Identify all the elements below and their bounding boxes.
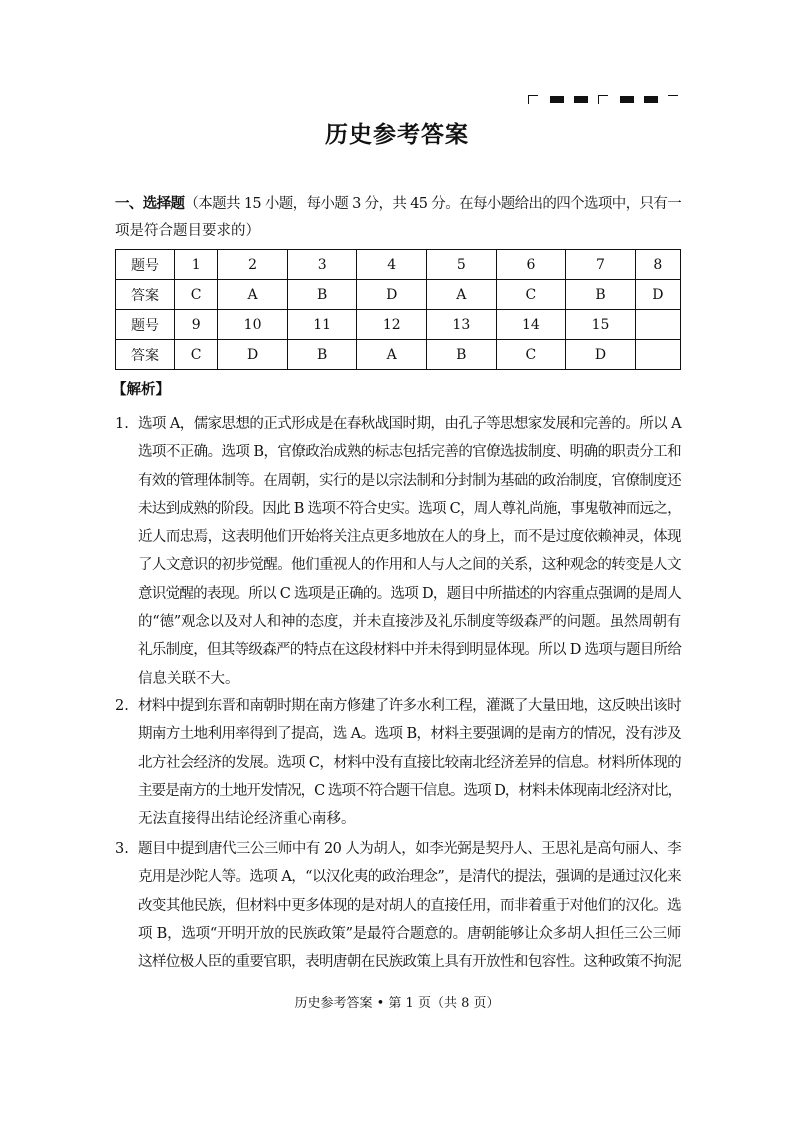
page-title: 历史参考答案 (325, 121, 469, 148)
text-line: 信息关联不大。 (138, 670, 240, 687)
table-cell: B (287, 340, 357, 370)
table-cell: A (427, 280, 497, 310)
page-footer: 历史参考答案 • 第 1 页（共 8 页） (294, 996, 500, 1011)
table-cell: 9 (175, 310, 218, 340)
text-line: 意识觉醒的表现。所以 C 选项是正确的。选项 D，题目中所描述的内容重点强调的是周人 (138, 585, 681, 602)
text-line: 选项不正确。选项 B，官僚政治成熟的标志包括完善的官僚选拔制度、明确的职责分工和 (138, 444, 681, 461)
analysis-item-2 (115, 692, 681, 833)
table-cell: 15 (566, 310, 636, 340)
table-cell: C (175, 280, 218, 310)
table-cell: 12 (357, 310, 427, 340)
text-line: 礼乐制度，但其等级森严的特点在这段材料中并未得到明显体现。所以 D 选项与题目所给 (138, 642, 682, 659)
item-number: 2. (115, 698, 129, 714)
table-cell: D (566, 340, 636, 370)
table-cell (635, 310, 680, 340)
table-cell: D (635, 280, 680, 310)
table-cell: D (357, 280, 427, 310)
table-cell: 5 (427, 250, 497, 280)
table-cell: B (427, 340, 497, 370)
table-cell: 13 (427, 310, 497, 340)
table-cell: B (287, 280, 357, 310)
table-row (116, 310, 681, 340)
table-cell: 8 (635, 250, 680, 280)
table-row (116, 340, 681, 370)
table-cell: 4 (357, 250, 427, 280)
row-header-cell: 答案 (116, 340, 175, 370)
text-line: 期南方土地利用率得到了提高，选 A。选项 B，材料主要强调的是南方的情况，没有涉及 (138, 726, 681, 743)
table-cell: 1 (175, 250, 218, 280)
table-cell: D (218, 340, 288, 370)
header-marks (528, 94, 680, 106)
table-cell: 14 (496, 310, 566, 340)
table-cell: A (357, 340, 427, 370)
table-cell: 7 (566, 250, 636, 280)
text-line: 未达到成熟的阶段。因此 B 选项不符合史实。选项 C，周人尊礼尚施，事鬼敬神而远之， (138, 500, 681, 517)
table-cell: B (566, 280, 636, 310)
table-cell: 10 (218, 310, 288, 340)
row-header-cell: 题号 (116, 250, 175, 280)
text-line: 这样位极人臣的重要官职，表明唐朝在民族政策上具有开放性和包容性。这种政策不拘泥 (138, 954, 681, 971)
table-cell (635, 340, 680, 370)
text-line: 克用是沙陀人等。选项 A，“以汉化夷的政治理念”，是清代的提法，强调的是通过汉化来 (138, 869, 681, 886)
text-line: 有效的管理体制等。在周朝，实行的是以宗法制和分封制为基础的政治制度，官僚制度还 (138, 472, 681, 489)
text-line: 材料中提到东晋和南朝时期在南方修建了许多水利工程，灌溉了大量田地，这反映出该时 (138, 698, 681, 714)
table-cell: C (496, 280, 566, 310)
row-header-cell: 题号 (116, 310, 175, 340)
table-cell: 2 (218, 250, 288, 280)
table-cell: C (175, 340, 218, 370)
answer-table (115, 249, 681, 370)
analysis-item-3 (115, 835, 681, 976)
table-cell: A (218, 280, 288, 310)
text-line: 了人文意识的初步觉醒。他们重视人的作用和人与人之间的关系，这种观念的转变是人文 (138, 557, 681, 574)
item-number: 3. (115, 841, 129, 857)
section-heading (115, 194, 681, 214)
table-cell: 3 (287, 250, 357, 280)
table-cell: C (496, 340, 566, 370)
text-line: 改变其他民族，但材料中更多体现的是对胡人的直接任用，而非着重于对他们的汉化。选 (138, 897, 681, 914)
section-title: 一、选择题 (115, 196, 185, 212)
text-line: 无法直接得出结论经济重心南移。 (138, 811, 356, 828)
text-line: 北方社会经济的发展。选项 C，材料中没有直接比较南北经济差异的信息。材料所体现的 (138, 754, 681, 771)
item-number: 1. (115, 416, 129, 432)
table-cell: 6 (496, 250, 566, 280)
section-desc-line1: （本题共 15 小题，每小题 3 分，共 45 分。在每小题给出的四个选项中，只有一 (184, 196, 681, 212)
table-row (116, 250, 681, 280)
text-line: 选项 A，儒家思想的正式形成是在春秋战国时期，由孔子等思想家发展和完善的。所以 A (138, 416, 681, 432)
section-desc-line2: 项是符合题目要求的） (115, 223, 260, 239)
text-line: 项 B，选项“开明开放的民族政策”是最符合题意的。唐朝能够让众多胡人担任三公三师 (138, 925, 681, 942)
table-cell: 11 (287, 310, 357, 340)
text-line: 近人而忠焉，这表明他们开始将关注点更多地放在人的身上，而不是过度依赖神灵，体现 (138, 529, 681, 546)
analysis-label: 【解析】 (112, 382, 170, 398)
analysis-item-1 (115, 410, 681, 693)
table-row (116, 280, 681, 310)
text-line: 主要是南方的土地开发情况，C 选项不符合题干信息。选项 D，材料未体现南北经济对比， (138, 782, 681, 799)
text-line: 题目中提到唐代三公三师中有 20 人为胡人，如李光弼是契丹人、王思礼是高句丽人、李 (138, 841, 681, 857)
text-line: 的“德”观念以及对人和神的态度，并未直接涉及礼乐制度等级森严的问题。虽然周朝有 (138, 614, 681, 631)
row-header-cell: 答案 (116, 280, 175, 310)
